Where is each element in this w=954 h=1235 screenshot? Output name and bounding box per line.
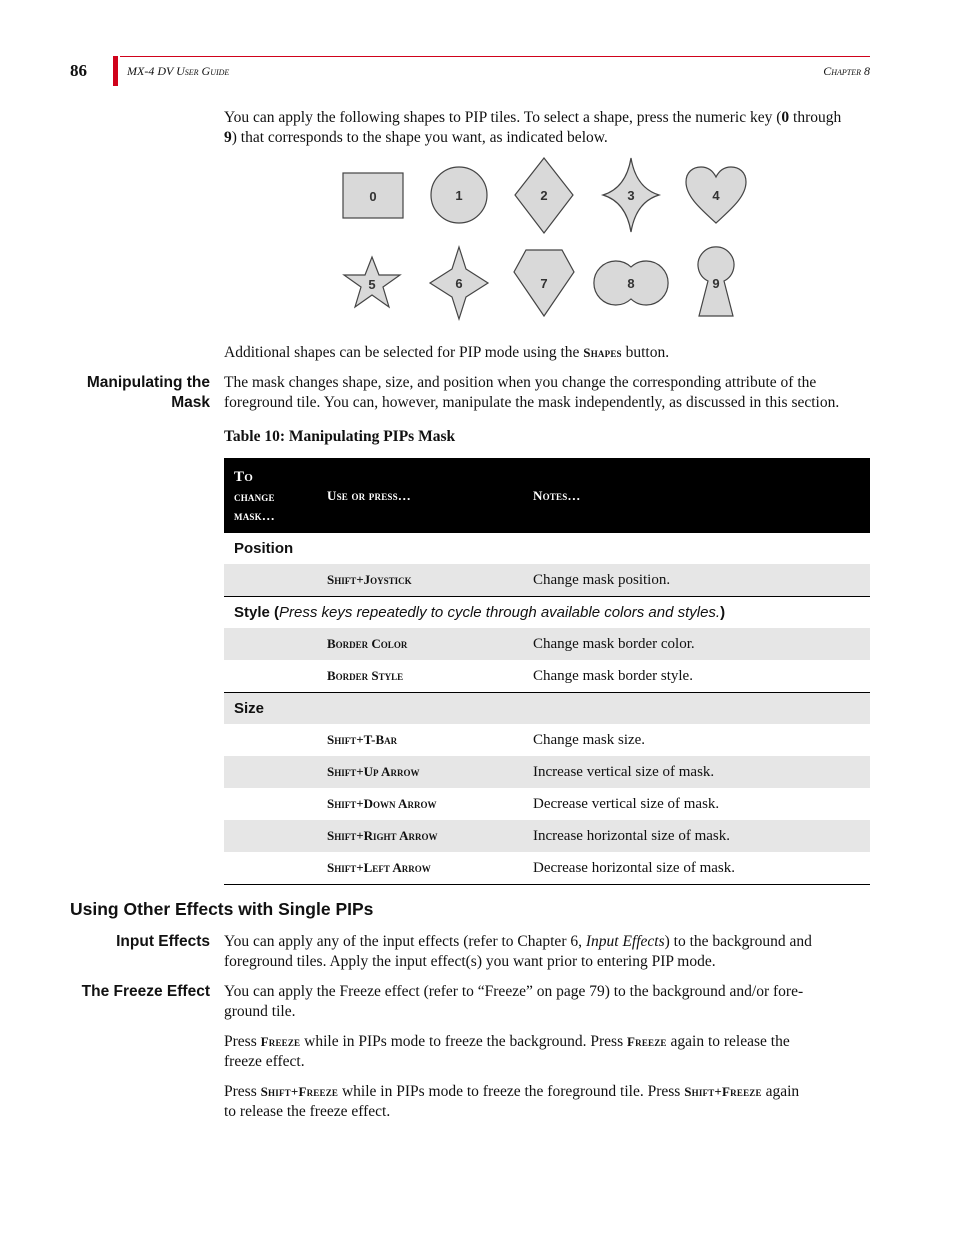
note-cell: Decrease horizontal size of mask.: [533, 852, 870, 885]
key-cell: Shift+Joystick: [327, 564, 533, 597]
category-size: Size: [224, 693, 870, 725]
table-row: [224, 756, 870, 788]
key-cell: Shift+Right Arrow: [327, 828, 438, 843]
shape-four-point-star: [603, 158, 659, 232]
chapter-label: Chapter 8: [823, 64, 870, 78]
freeze-foreground-text: Press Shift+Freeze while in PIPs mode to freeze the foreground tile. Press Shift+Freeze again to release the freeze effect.: [224, 1083, 800, 1120]
table-row: [224, 788, 870, 820]
shape-double-circle: [594, 261, 668, 305]
table-row: [224, 724, 870, 756]
shape-label-6: 6: [455, 276, 463, 291]
header-rule: [120, 56, 870, 57]
shape-label-5: 5: [368, 277, 376, 292]
key-cell: Border Color: [327, 636, 408, 651]
shape-gem: [514, 250, 574, 316]
table-row: [224, 628, 870, 660]
header-to-change-mask: To change mask…: [234, 468, 275, 523]
shape-star: [344, 257, 400, 307]
other-effects-heading: Using Other Effects with Single PIPs: [70, 899, 374, 919]
shape-label-9: 9: [712, 276, 720, 291]
mask-table: [224, 458, 870, 885]
shape-label-7: 7: [540, 276, 548, 291]
freeze-effect-heading: The Freeze Effect: [81, 983, 210, 1000]
shape-keyhole: [698, 247, 734, 316]
pip-shapes-figure: [330, 155, 760, 325]
note-cell: Increase horizontal size of mask.: [533, 827, 730, 844]
shape-diamond: [515, 158, 573, 233]
table-row: [224, 564, 870, 597]
header-use-or-press: Use or press…: [327, 487, 412, 503]
key-nine: 9: [224, 128, 232, 146]
header-accent-bar: [113, 56, 118, 86]
shape-heart: [686, 167, 746, 223]
manipulating-mask-text: The mask changes shape, size, and position when you change the corresponding attribute of the foreground tile. You can, however, manipulate the mask independently, as discussed in this section.: [224, 374, 840, 411]
freeze-effect-text: You can apply the Freeze effect (refer to “Freeze” on page 79) to the background and/or fore- ground tile.: [224, 983, 804, 1020]
shape-square: [343, 173, 403, 218]
freeze-background-text: Press Freeze while in PIPs mode to freeze the background. Press Freeze again to release the freeze effect.: [224, 1033, 790, 1070]
shape-label-3: 3: [627, 188, 635, 203]
intro-paragraph: You can apply the following shapes to PIP tiles. To select a shape, press the numeric key (0 through 9) that corresponds to the shape you want, as indicated below.: [224, 109, 842, 146]
note-cell: Change mask size.: [533, 731, 646, 748]
shape-label-8: 8: [627, 276, 635, 291]
additional-shapes-text: Additional shapes can be selected for PIP mode using the Shapes button.: [224, 344, 670, 361]
key-cell: Shift+Down Arrow: [327, 796, 437, 811]
input-effects-text: You can apply any of the input effects (refer to Chapter 6, Input Effects) to the background and foreground tiles. Apply the input effect(s) you want prior to entering PIP mode.: [224, 933, 812, 970]
shape-label-4: 4: [712, 188, 720, 203]
table-row: [224, 852, 870, 885]
note-cell: Change mask border color.: [533, 635, 695, 652]
shape-label-0: 0: [369, 189, 377, 204]
manipulating-mask-heading: Manipulating the Mask: [86, 374, 210, 411]
input-effects-heading: Input Effects: [116, 933, 210, 950]
note-cell: Decrease vertical size of mask.: [533, 795, 720, 812]
table-row: [224, 660, 870, 693]
shape-four-point-star-rounded: [430, 247, 488, 319]
table-header-row: [224, 458, 870, 533]
key-cell: Border Style: [327, 660, 533, 693]
shape-label-2: 2: [540, 188, 548, 203]
shape-circle: [431, 167, 487, 223]
table-row: [224, 820, 870, 852]
page-number: 86: [70, 61, 87, 80]
note-cell: Increase vertical size of mask.: [533, 763, 715, 780]
table-caption: Table 10: Manipulating PIPs Mask: [224, 428, 456, 445]
guide-title: MX-4 DV User Guide: [127, 64, 230, 78]
header-notes: Notes…: [533, 487, 581, 503]
key-cell: Shift+Left Arrow: [327, 852, 533, 885]
category-style: Style (Press keys repeatedly to cycle through available colors and styles.): [234, 604, 726, 621]
note-cell: Change mask border style.: [533, 660, 870, 693]
key-cell: Shift+T-Bar: [327, 732, 398, 747]
shape-label-1: 1: [455, 188, 463, 203]
key-zero: 0: [781, 109, 790, 126]
note-cell: Change mask position.: [533, 564, 870, 597]
shapes-key: Shapes: [583, 345, 622, 360]
key-cell: Shift+Up Arrow: [327, 764, 420, 779]
category-position: Position: [234, 540, 294, 557]
